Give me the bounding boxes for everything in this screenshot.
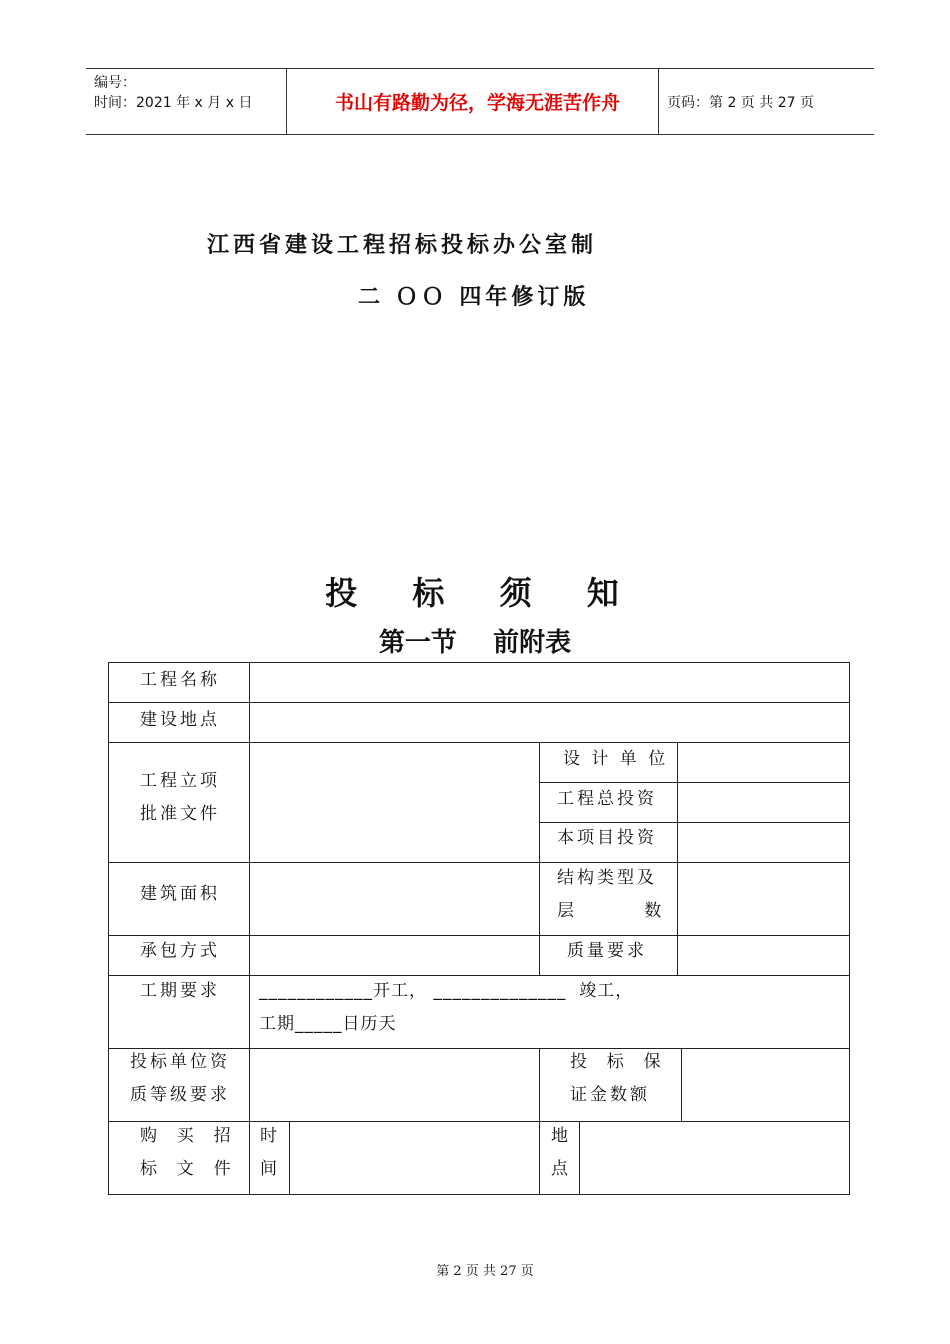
issuer-line: 江西省建设工程招标投标办公室制 (207, 233, 598, 258)
qualification-label-2: 质等级要求 (130, 1085, 230, 1105)
building-area-label: 建筑面积 (140, 884, 220, 904)
date-label: 时间：2021 年 x 月 x 日 (94, 95, 253, 111)
number-label: 编号： (94, 75, 136, 91)
purchase-docs-label-2: 标 文 件 (140, 1159, 234, 1179)
approval-label-1: 工程立项 (140, 771, 220, 791)
schedule-requirement-label: 工期要求 (140, 981, 220, 1001)
purchase-docs-label-1: 购 买 招 (140, 1126, 234, 1146)
section-title: 第一节 前附表 (378, 628, 572, 658)
place-label-1: 地 (551, 1126, 571, 1146)
bid-bond-label-2: 证金数额 (570, 1085, 650, 1105)
time-label-1: 时 (260, 1126, 280, 1146)
header-meta (86, 69, 286, 134)
header-motto: 书山有路勤为径，学海无涯苦作舟 (286, 69, 659, 134)
header-page-label: 页码：第 2 页 共 27 页 (667, 94, 814, 111)
document-title: 投 标 须 知 (325, 574, 641, 612)
approval-label-2: 批准文件 (140, 804, 220, 824)
location-label: 建设地点 (140, 710, 220, 730)
schedule-start-finish: ____________开工， ______________ 竣工， (259, 981, 634, 1001)
structure-label-2: 层 数 (557, 901, 665, 921)
place-label-2: 点 (551, 1159, 571, 1179)
time-label-2: 间 (260, 1159, 280, 1179)
project-investment-label: 本项目投资 (557, 828, 657, 848)
front-appendix-table (108, 662, 850, 1195)
contract-mode-label: 承包方式 (140, 941, 220, 961)
schedule-duration: 工期_____日历天 (259, 1014, 397, 1034)
qualification-label-1: 投标单位资 (130, 1052, 230, 1072)
design-unit-label: 设 计 单 位 (563, 749, 669, 769)
quality-requirement-label: 质量要求 (567, 941, 647, 961)
page-footer: 第 2 页 共 27 页 (436, 1264, 534, 1279)
total-investment-label: 工程总投资 (557, 789, 657, 809)
edition-line: 二 ＯＯ 四年修订版 (358, 285, 590, 310)
project-name-label: 工程名称 (140, 670, 220, 690)
page-header (86, 68, 874, 135)
structure-label-1: 结构类型及 (557, 868, 657, 888)
bid-bond-label-1: 投 标 保 (570, 1052, 664, 1072)
